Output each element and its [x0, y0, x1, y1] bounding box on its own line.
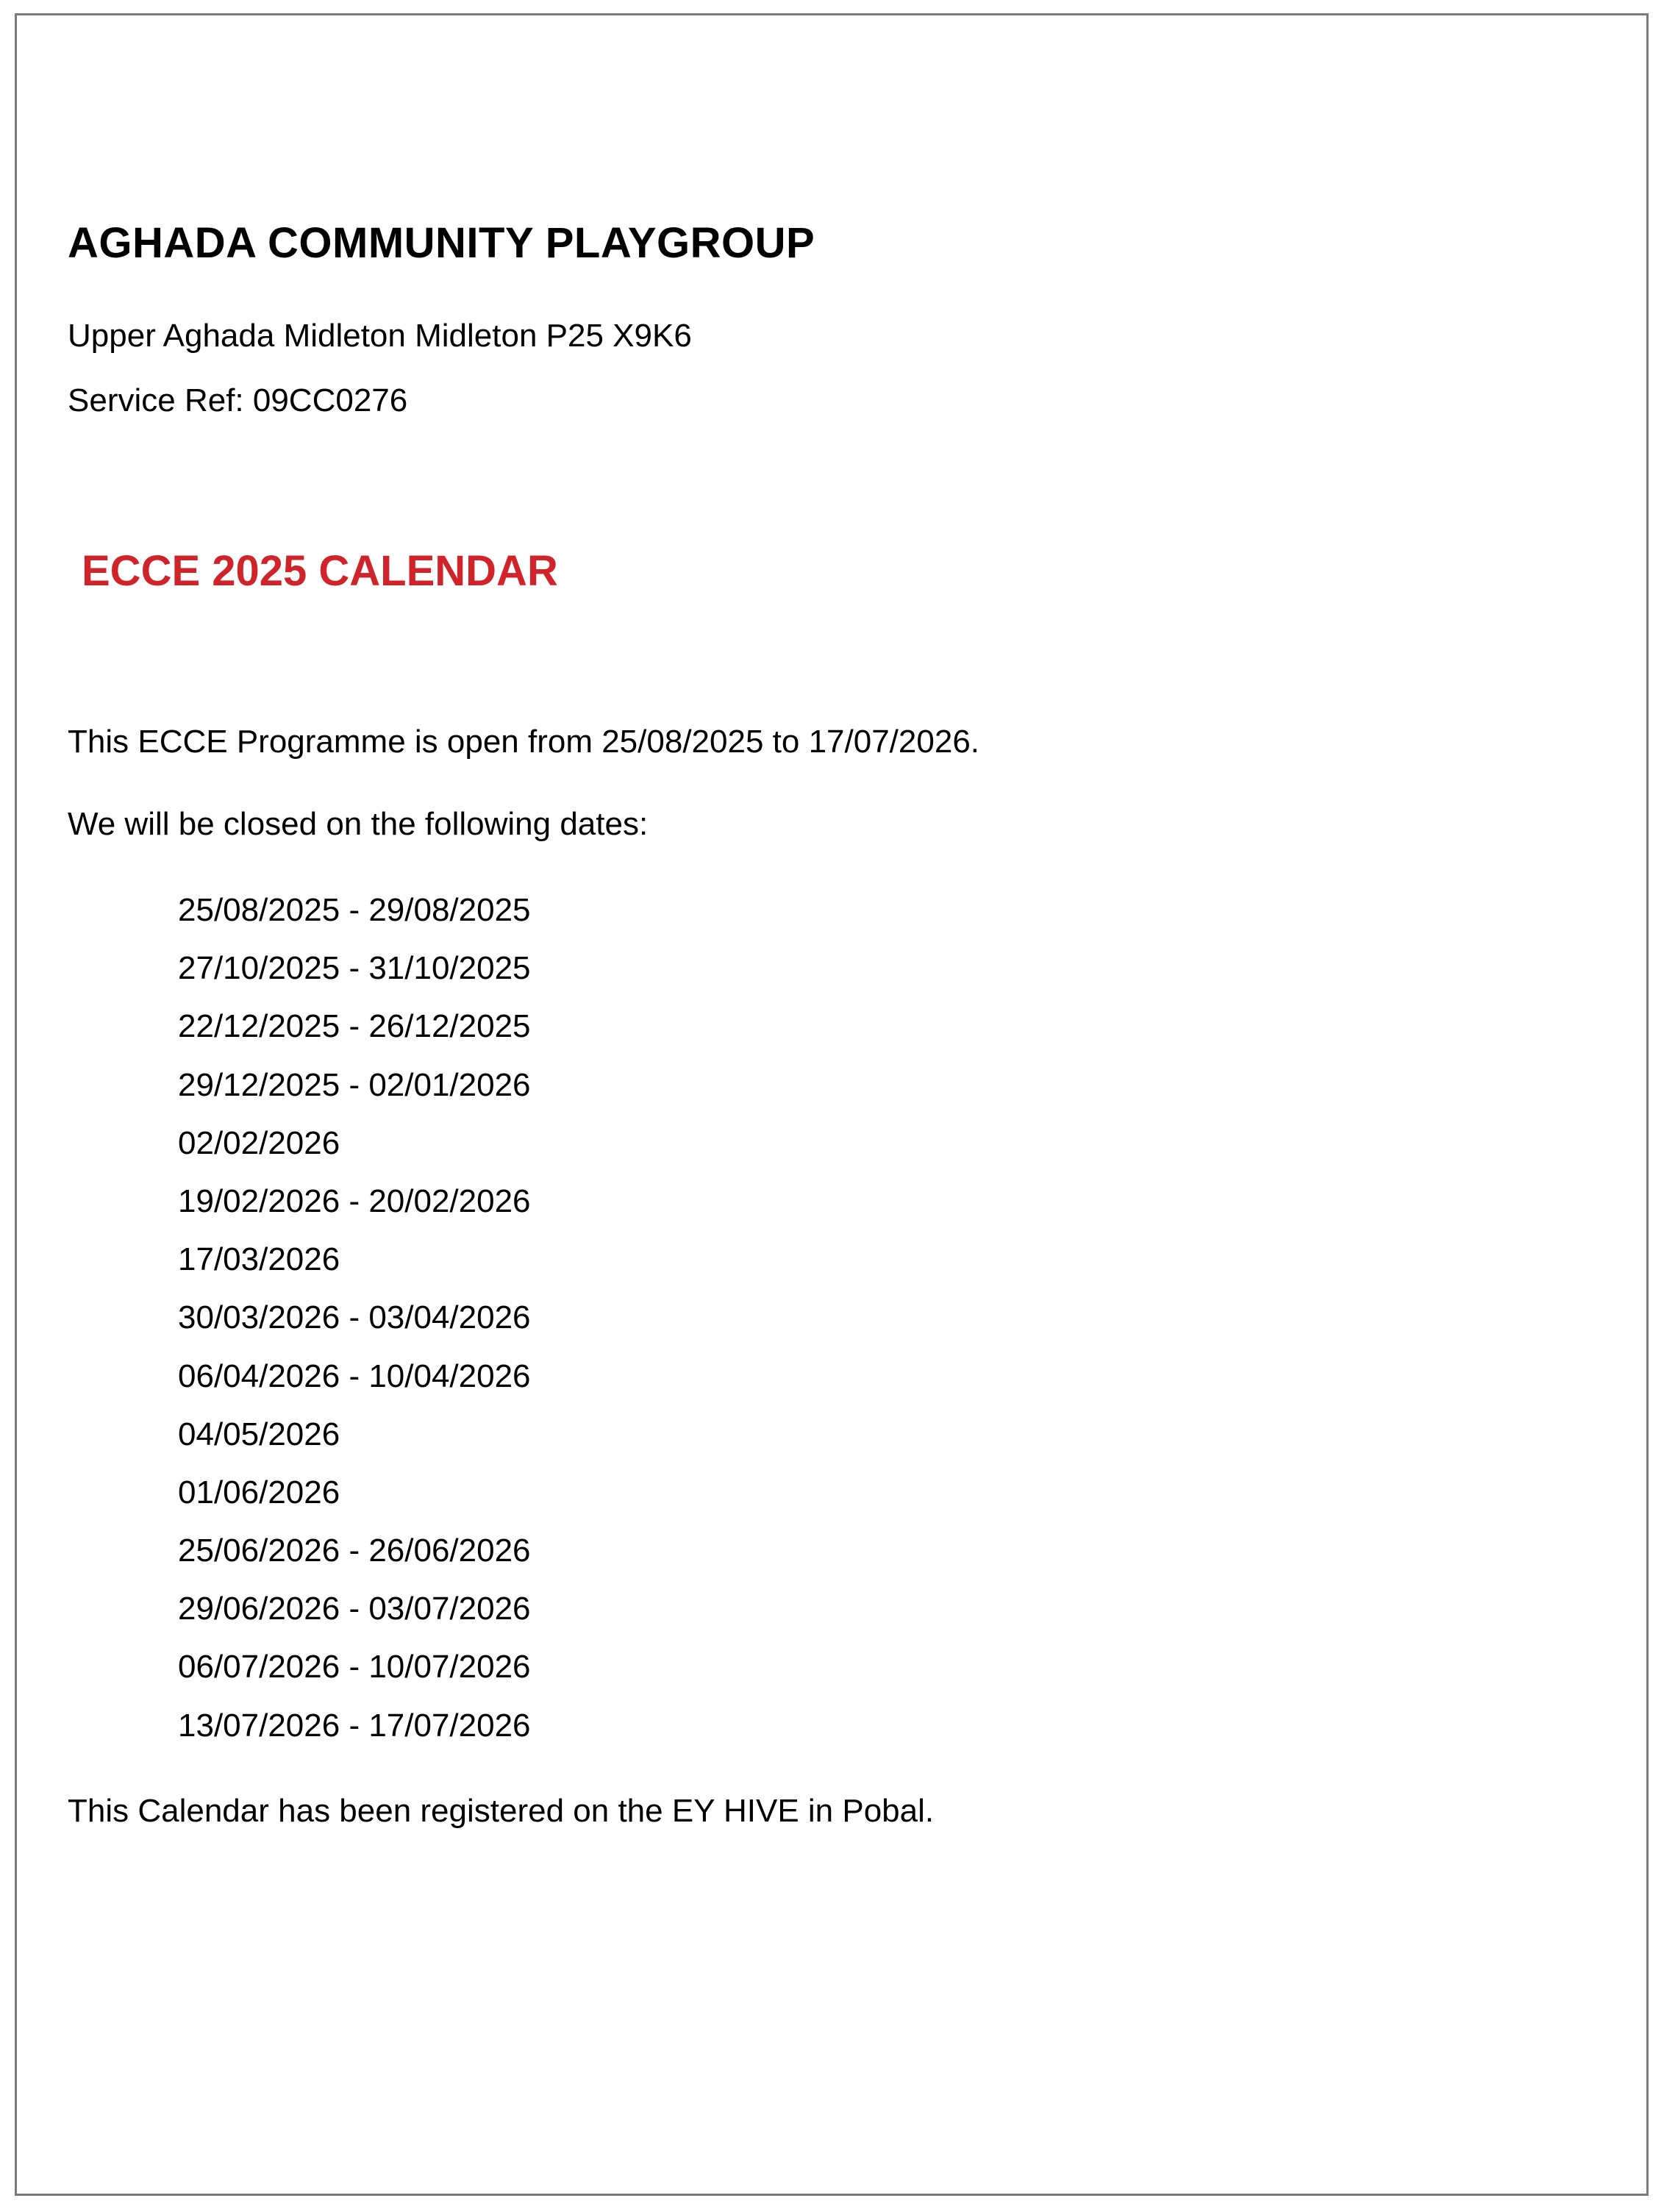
registration-note: This Calendar has been registered on the EY HIVE in Pobal.	[68, 1793, 935, 1829]
closed-date-item: 29/12/2025 - 02/01/2026	[178, 1066, 531, 1103]
closed-date-item: 04/05/2026	[178, 1416, 340, 1452]
closed-date-item: 22/12/2025 - 26/12/2025	[178, 1008, 531, 1045]
closed-date-item: 19/02/2026 - 20/02/2026	[178, 1182, 531, 1219]
organisation-address: Upper Aghada Midleton Midleton P25 X9K6	[68, 318, 692, 354]
calendar-title: ECCE 2025 CALENDAR	[82, 547, 558, 595]
closed-date-item: 01/06/2026	[178, 1474, 340, 1510]
organisation-name: AGHADA COMMUNITY PLAYGROUP	[68, 219, 815, 267]
closed-date-item: 25/06/2026 - 26/06/2026	[178, 1533, 531, 1569]
closed-date-item: 02/02/2026	[178, 1124, 340, 1161]
closed-dates-list	[178, 881, 531, 1755]
service-reference: Service Ref: 09CC0276	[68, 382, 408, 418]
programme-dates-text: This ECCE Programme is open from 25/08/2025 to 17/07/2026.	[68, 724, 980, 760]
closed-dates-intro: We will be closed on the following dates:	[68, 806, 649, 842]
closed-date-item: 06/04/2026 - 10/04/2026	[178, 1357, 531, 1394]
closed-date-item: 17/03/2026	[178, 1241, 340, 1278]
closed-date-item: 29/06/2026 - 03/07/2026	[178, 1591, 531, 1627]
closed-date-item: 25/08/2025 - 29/08/2025	[178, 892, 531, 928]
closed-date-item: 27/10/2025 - 31/10/2025	[178, 950, 531, 987]
closed-date-item: 06/07/2026 - 10/07/2026	[178, 1649, 531, 1685]
closed-date-item: 30/03/2026 - 03/04/2026	[178, 1299, 531, 1336]
closed-date-item: 13/07/2026 - 17/07/2026	[178, 1707, 531, 1744]
